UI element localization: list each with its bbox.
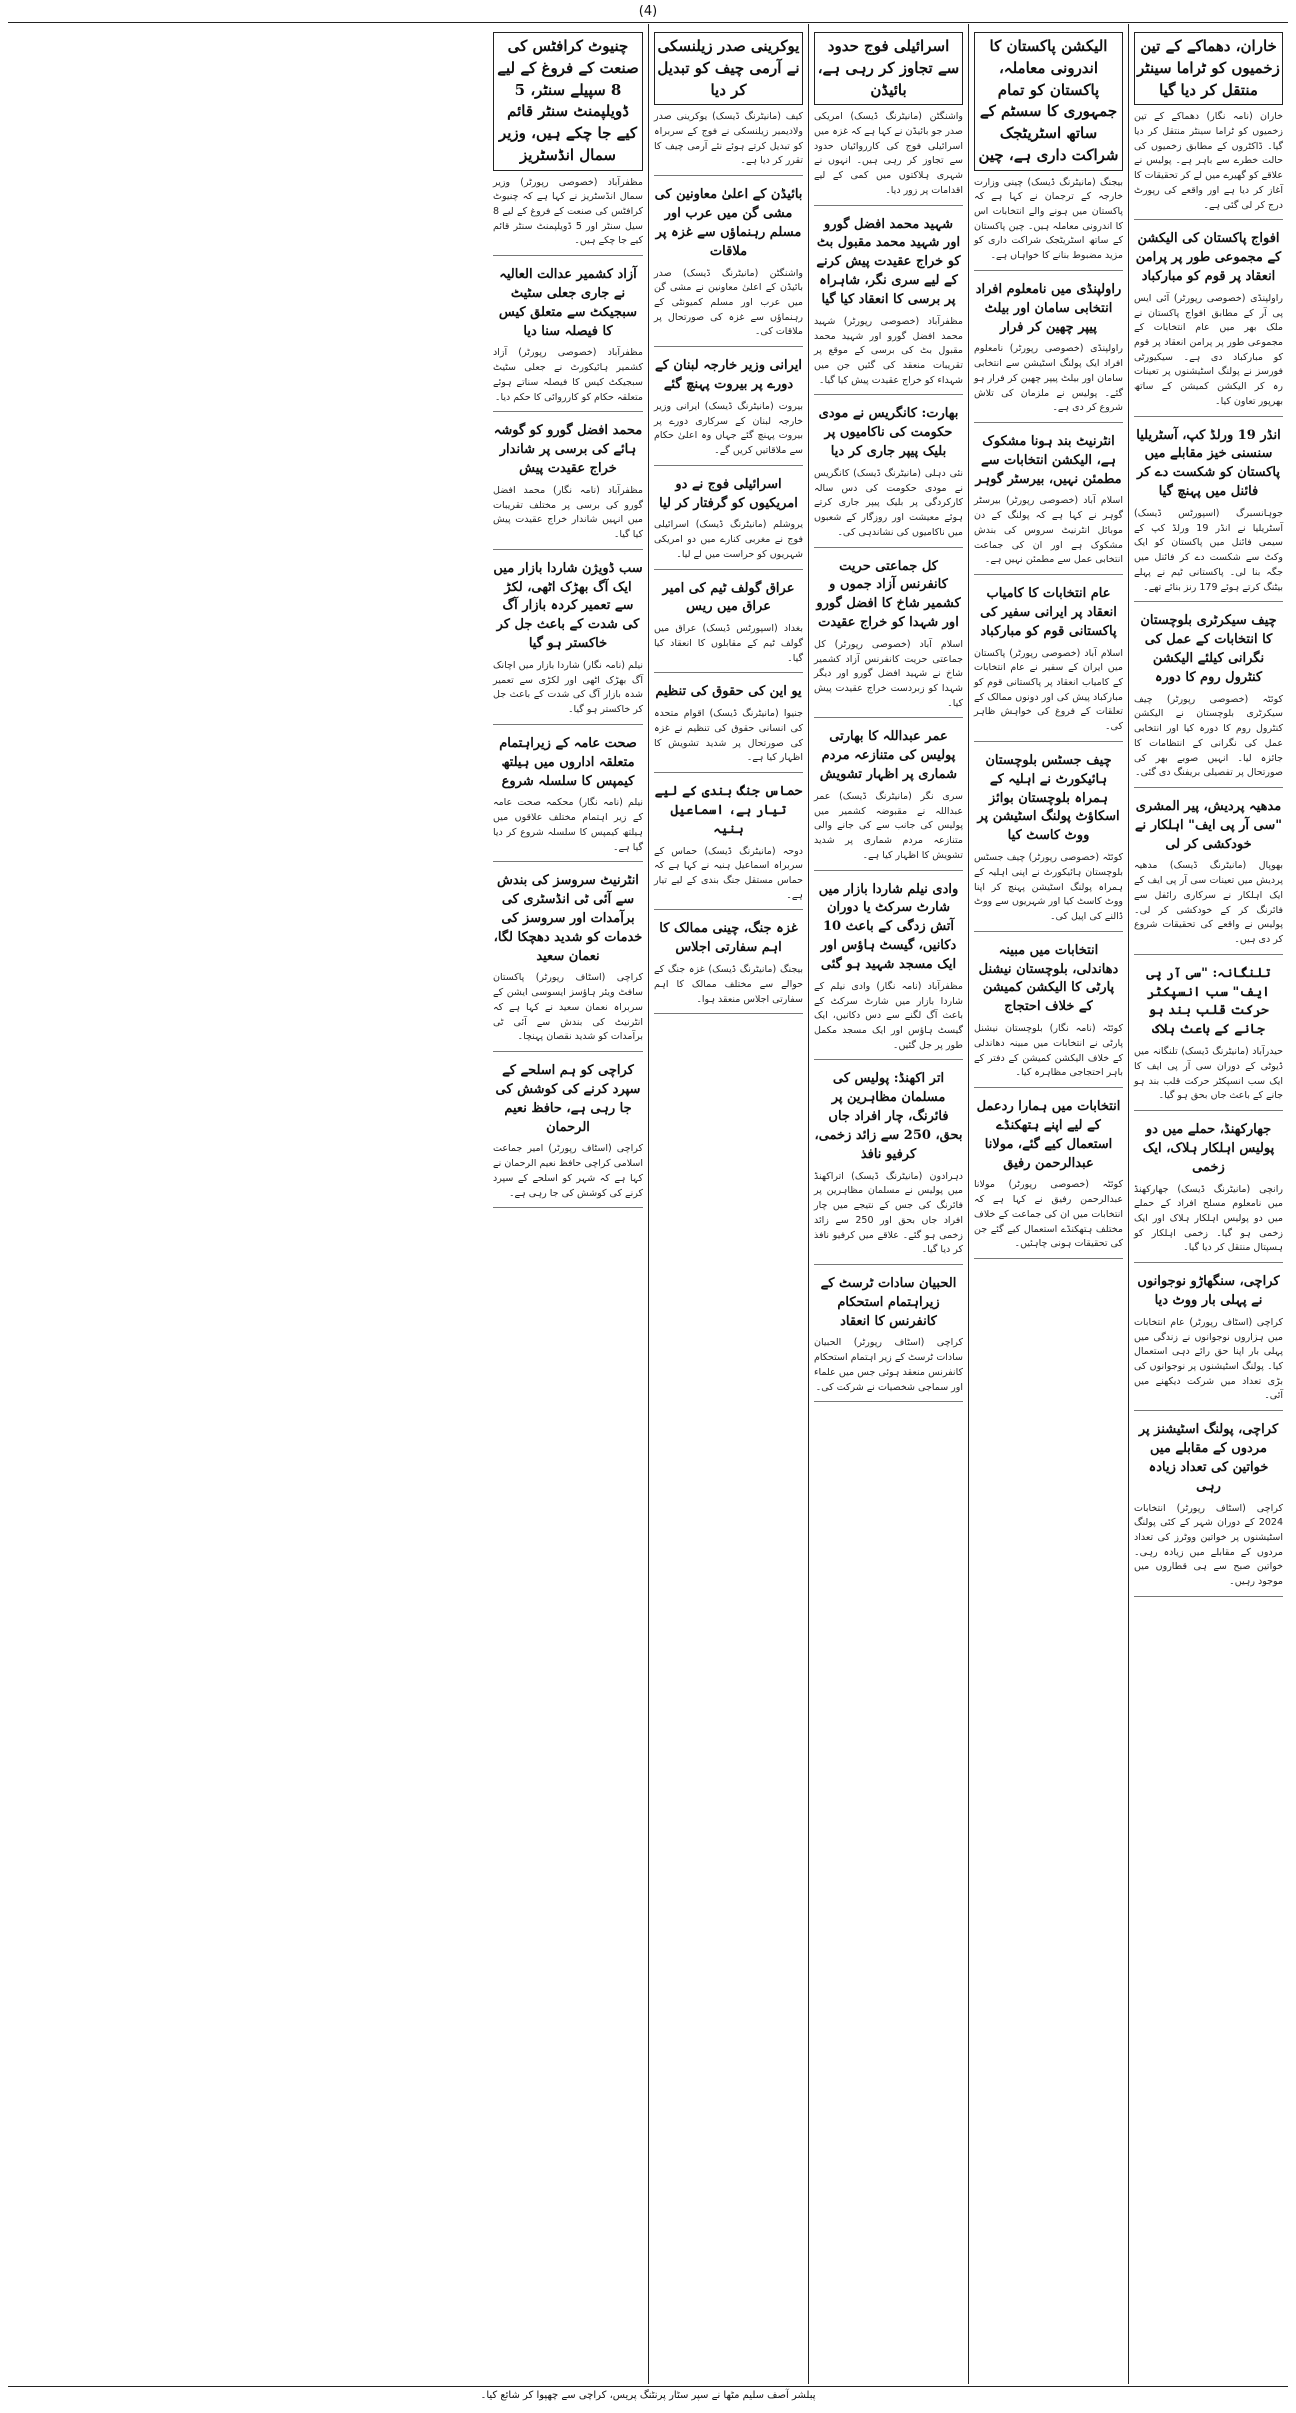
article-body: واشنگٹن (مانیٹرنگ ڈیسک) امریکی صدر جو بائیڈن نے کہا ہے کہ غزہ میں اسرائیلی فوج کی کارروائیاں حدود سے تجاوز کر رہی ہیں۔ انہوں نے شہری ہلاکتوں میں کمی کے لیے اقدامات پر زور دیا۔ — [814, 110, 963, 205]
article-body: جوہانسبرگ (اسپورٹس ڈیسک) آسٹریلیا نے انڈر 19 ورلڈ کپ کے سیمی فائنل میں پاکستان کو ایک وکٹ سے شکست دے کر فائنل میں جگہ بنا لی۔ پاکستانی ٹیم نے پہلے بیٹنگ کرتے ہوئے 179 رنز بنائے تھے۔ — [1134, 507, 1283, 602]
article-body: کوئٹہ (خصوصی رپورٹر) چیف جسٹس بلوچستان ہائیکورٹ نے اپنی اہلیہ کے ہمراہ پولنگ اسٹیشن پہنچ کر اپنا ووٹ کاسٹ کیا اور شہریوں سے ووٹ ڈالنے کی اپیل کی۔ — [974, 851, 1123, 932]
article-body: رانچی (مانیٹرنگ ڈیسک) جھارکھنڈ میں نامعلوم مسلح افراد کے حملے میں دو پولیس اہلکار ہلاک اور ایک زخمی ہو گیا۔ زخمی اہلکار کو ہسپتال منتقل کر دیا گیا۔ — [1134, 1183, 1283, 1264]
article-headline: چیف جسٹس بلوچستان ہائیکورٹ نے اہلیہ کے ہمراہ بلوچستان بوائز اسکاؤٹ پولنگ اسٹیشن پر ووٹ کاسٹ کیا — [977, 752, 1120, 844]
article — [654, 920, 803, 1014]
article-body: کراچی (اسٹاف رپورٹر) انتخابات 2024 کے دوران شہر کے کئی پولنگ اسٹیشنوں پر خواتین ووٹرز کی تعداد مردوں کے مقابلے میں زیادہ رہی۔ خواتین صبح سے ہی قطاروں میں موجود رہیں۔ — [1134, 1502, 1283, 1597]
article-body: نیلم (نامہ نگار) محکمہ صحت عامہ کے زیر اہتمام مختلف علاقوں میں ہیلتھ کیمپس کا سلسلہ شروع کر دیا گیا ہے۔ — [493, 796, 643, 862]
article — [493, 1062, 643, 1208]
article-body: بغداد (اسپورٹس ڈیسک) عراق میں گولف ٹیم کے مقابلوں کا انعقاد کیا گیا۔ — [654, 622, 803, 673]
column-3 — [808, 24, 968, 2384]
article-body: راولپنڈی (خصوصی رپورٹر) آئی ایس پی آر کے مطابق افواج پاکستان نے ملک بھر میں عام انتخابات کے مجموعی طور پر پرامن انعقاد پر قوم کو مبارکباد دی ہے۔ سیکیورٹی فورسز نے پولنگ اسٹیشنوں پر تعینات رہ کر الیکشن کمیشن کے ساتھ بھرپور تعاون کیا۔ — [1134, 292, 1283, 417]
article — [974, 942, 1123, 1088]
article-headline: انٹرنیٹ سروسز کی بندش سے آئی ٹی انڈسٹری کی برآمدات اور سروسز کی خدمات کو شدید دھچکا لگا، نعمان سعید — [493, 873, 643, 964]
article-headline: عام انتخابات کا کامیاب انعقاد پر ایرانی سفیر کی پاکستانی قوم کو مبارکباد — [980, 586, 1117, 639]
article-body: کراچی (اسٹاف رپورٹر) الحبیان سادات ٹرسٹ کے زیر اہتمام استحکام کانفرنس منعقد ہوئی جس میں علماء اور سماجی شخصیات نے شرکت کی۔ — [814, 1336, 963, 1402]
article-headline: یو این کی حقوق کی تنظیم — [655, 684, 802, 700]
article-headline: تلنگانہ: "سی آر پی ایف" سب انسپکٹر حرکت قلب بند ہو جانے کے باعث ہلاک — [1146, 965, 1271, 1038]
article-headline: چیف سیکرٹری بلوچستان کا انتخابات کے عمل کی نگرانی کیلئے الیکشن کنٹرول روم کا دورہ — [1140, 613, 1277, 685]
article-headline: وادی نیلم شاردا بازار میں شارٹ سرکٹ یا دوران آتش زدگی کے باعث 10 دکانیں، گیسٹ ہاؤس اور ایک مسجد شہید ہو گئی — [818, 881, 959, 972]
article — [814, 405, 963, 547]
article-headline: سب ڈویژن شاردا بازار میں ایک آگ بھڑک اٹھی، لکڑ سے تعمیر کردہ بازار آگ کی شدت کے باعث جل کر خاکستر ہو گیا — [493, 560, 643, 652]
article-body: کوئٹہ (خصوصی رپورٹر) مولانا عبدالرحمن رفیق نے کہا ہے کہ انتخابات میں ان کی جماعت کے خلاف مختلف ہتھکنڈے استعمال کیے گئے جن کی تحقیقات ہونی چاہئیں۔ — [974, 1178, 1123, 1259]
article — [1134, 612, 1283, 788]
article — [974, 32, 1123, 271]
article — [493, 872, 643, 1052]
article-headline: کراچی، پولنگ اسٹیشنز پر مردوں کے مقابلے میں خواتین کی تعداد زیادہ رہی — [1138, 1422, 1279, 1494]
article — [493, 32, 643, 256]
article-headline: الیکشن پاکستان کا اندرونی معاملہ، پاکستان کو تمام جمہوری کا سسٹم کے ساتھ اسٹریٹجک شراکت داری ہے، چین — [974, 32, 1123, 171]
article-headline: بھارت: کانگریس نے مودی حکومت کی ناکامیوں پر بلیک پیپر جاری کر دیا — [818, 406, 959, 460]
article-headline: کراچی، سنگھاڑو نوجوانوں نے پہلی بار ووٹ دیا — [1137, 1274, 1280, 1308]
article-body: کراچی (اسٹاف رپورٹر) امیر جماعت اسلامی کراچی حافظ نعیم الرحمان نے کہا ہے کہ شہر کو اسلحے کے سپرد کرنے کی کوشش کی جا رہی ہے۔ — [493, 1142, 643, 1208]
article — [814, 558, 963, 719]
article-headline: انڈر 19 ورلڈ کپ، آسٹریلیا سنسنی خیز مقابلے میں پاکستان کو شکست دے کر فائنل میں پہنچ گیا — [1136, 427, 1281, 500]
article — [654, 580, 803, 674]
article — [974, 281, 1123, 423]
page-number: (4) — [638, 4, 658, 19]
article-headline: افواج پاکستان کی الیکشن کے مجموعی طور پر پرامن انعقاد پر قوم کو مبارکباد — [1135, 231, 1282, 284]
article — [1134, 965, 1283, 1111]
article-headline: محمد افضل گورو کو گوشہ ہائے کی برسی پر شاندار خراج عقیدت پیش — [493, 423, 643, 477]
article — [493, 266, 643, 412]
article — [974, 433, 1123, 575]
newspaper-columns — [8, 24, 1288, 2384]
article — [493, 560, 643, 725]
article — [814, 728, 963, 870]
article-headline: شہید محمد افضل گورو اور شہید محمد مقبول بٹ کو خراج عقیدت پیش کرنے کے لیے سری نگر، شاہراہ پر برسی کا انعقاد کیا گیا — [816, 216, 961, 307]
article-body: کراچی (اسٹاف رپورٹر) عام انتخابات میں ہزاروں نوجوانوں نے زندگی میں پہلی بار اپنا حق رائے دہی استعمال کیا۔ پولنگ اسٹیشنوں پر نوجوانوں کی بڑی تعداد میں شرکت دیکھنے میں آئی۔ — [1134, 1316, 1283, 1411]
article-body: یروشلم (مانیٹرنگ ڈیسک) اسرائیلی فوج نے مغربی کنارے میں دو امریکی شہریوں کو حراست میں لے لیا۔ — [654, 518, 803, 569]
article — [493, 422, 643, 549]
article-body: کراچی (اسٹاف رپورٹر) پاکستان سافٹ ویئر ہاؤسز ایسوسی ایشن کے سربراہ نعمان سعید نے کہا ہے کہ انٹرنیٹ کی بندش سے آئی ٹی برآمدات کو شدید نقصان پہنچا۔ — [493, 971, 643, 1052]
article-headline: کل جماعتی حریت کانفرنس آزاد جموں و کشمیر شاخ کا افضل گورو اور شہدا کو خراج عقیدت — [816, 558, 961, 631]
article-body: راولپنڈی (خصوصی رپورٹر) نامعلوم افراد ایک پولنگ اسٹیشن سے انتخابی سامان اور بیلٹ پیپر چھین کر فرار ہو گئے۔ پولیس نے ملزمان کی تلاش شروع کر دی ہے۔ — [974, 342, 1123, 423]
article-headline: انتخابات میں مبینہ دھاندلی، بلوچستان نیشنل پارٹی کا الیکشن کمیشن کے خلاف احتجاج — [978, 942, 1119, 1015]
article — [654, 186, 803, 347]
article-body: مظفرآباد (خصوصی رپورٹر) وزیر سمال انڈسٹریز نے کہا ہے کہ چنیوٹ کرافٹس کی صنعت کے فروغ کے لیے 8 سیل سنٹر اور 5 ڈویلپمنٹ سنٹر قائم کیے جا چکے ہیں۔ — [493, 176, 643, 257]
article-headline: غزہ جنگ، چینی ممالک کا اہم سفارتی اجلاس — [659, 921, 798, 956]
article-body: بیروت (مانیٹرنگ ڈیسک) ایرانی وزیر خارجہ لبنان کے سرکاری دورے پر بیروت پہنچ گئے جہاں وہ اعلیٰ حکام سے ملاقاتیں کریں گے۔ — [654, 400, 803, 466]
article-body: خاران (نامہ نگار) دھماکے کے تین زخمیوں کو ٹراما سینٹر منتقل کر دیا گیا۔ ڈاکٹروں کے مطابق زخمیوں کی حالت خطرے سے باہر ہے۔ پولیس نے علاقے کو گھیرے میں لے کر تحقیقات کا آغاز کر دیا ہے اور واقعے کی رپورٹ درج کر لی گئی ہے۔ — [1134, 110, 1283, 220]
column-4 — [648, 24, 808, 2384]
article-headline: اتر اکھنڈ: پولیس کی مسلمان مظاہرین پر فائرنگ، چار افراد جاں بحق، 250 سے زائد زخمی، کرفیو نافذ — [814, 1071, 963, 1162]
article-body: کیف (مانیٹرنگ ڈیسک) یوکرینی صدر ولادیمیر زیلنسکی نے فوج کے سربراہ کو تبدیل کرتے ہوئے نئے آرمی چیف کا تقرر کر دیا ہے۔ — [654, 110, 803, 176]
article — [1134, 798, 1283, 955]
footer-rule — [8, 2386, 1288, 2387]
article-headline: مدھیہ پردیش، پیر المشری "سی آر پی ایف" اہلکار نے خودکشی کر لی — [1134, 798, 1283, 852]
article — [814, 881, 963, 1061]
article — [493, 735, 643, 862]
article — [814, 1070, 963, 1265]
article-body: مظفرآباد (خصوصی رپورٹر) شہید محمد افضل گورو اور شہید محمد مقبول بٹ کی برسی کے موقع پر تقریبات منعقد کی گئیں جن میں شہداء کو خراج عقیدت پیش کیا گیا۔ — [814, 315, 963, 396]
article-body: نیلم (نامہ نگار) شاردا بازار میں اچانک آگ بھڑک اٹھی اور لکڑی سے تعمیر شدہ بازار آگ کی شدت کے باعث جل کر خاکستر ہو گیا۔ — [493, 659, 643, 725]
column-1 — [1128, 24, 1288, 2384]
article-headline: چنیوٹ کرافٹس کی صنعت کے فروغ کے لیے 8 سپیلے سنٹر، 5 ڈویلپمنٹ سنٹر قائم کیے جا چکے ہیں، وزیر سمال انڈسٹریز — [493, 32, 643, 171]
article-body: دوحہ (مانیٹرنگ ڈیسک) حماس کے سربراہ اسماعیل ہنیہ نے کہا ہے کہ حماس مستقل جنگ بندی کے لیے تیار ہے۔ — [654, 845, 803, 911]
article — [1134, 1273, 1283, 1411]
article-body: مظفرآباد (خصوصی رپورٹر) آزاد کشمیر ہائیکورٹ نے جعلی سٹیٹ سبجیکٹ کیس کا فیصلہ سناتے ہوئے متعلقہ حکام کو کارروائی کا حکم دیا۔ — [493, 346, 643, 412]
article — [654, 357, 803, 466]
article — [654, 683, 803, 773]
article — [654, 476, 803, 570]
article-body: سری نگر (مانیٹرنگ ڈیسک) عمر عبداللہ نے مقبوضہ کشمیر میں پولیس کی جانب سے کی جانے والی متنازعہ مردم شماری پر شدید تشویش کا اظہار کیا ہے۔ — [814, 790, 963, 871]
column-2 — [968, 24, 1128, 2384]
article-headline: جھارکھنڈ، حملے میں دو پولیس اہلکار ہلاک، ایک زخمی — [1142, 1122, 1275, 1175]
article-body: دہرادون (مانیٹرنگ ڈیسک) اتراکھنڈ میں پولیس نے مسلمان مظاہرین پر فائرنگ کی جس کے نتیجے میں چار افراد جاں بحق اور 250 سے زائد زخمی ہو گئے۔ علاقے میں کرفیو نافذ کر دیا گیا۔ — [814, 1170, 963, 1265]
article — [974, 585, 1123, 742]
article-body: کوئٹہ (خصوصی رپورٹر) چیف سیکرٹری بلوچستان نے الیکشن کنٹرول روم کا دورہ کیا اور انتخابی عمل کی نگرانی کے انتظامات کا جائزہ لیا۔ انہیں صوبے بھر کی صورتحال پر تفصیلی بریفنگ دی گئی۔ — [1134, 693, 1283, 788]
article-body: اسلام آباد (خصوصی رپورٹر) کل جماعتی حریت کانفرنس آزاد کشمیر شاخ نے شہید افضل گورو اور دیگر شہدا کو زبردست خراج عقیدت پیش کیا۔ — [814, 638, 963, 719]
article-body: بیجنگ (مانیٹرنگ ڈیسک) چینی وزارت خارجہ کے ترجمان نے کہا ہے کہ پاکستان میں ہونے والے انتخابات اس کا اندرونی معاملہ ہیں۔ چین پاکستان کے ساتھ اسٹریٹجک شراکت داری کو مزید مضبوط بنانے کا خواہاں ہے۔ — [974, 176, 1123, 271]
article-headline: کراچی کو ہم اسلحے کے سپرد کرنے کی کوشش کی جا رہی ہے، حافظ نعیم الرحمان — [495, 1063, 641, 1135]
article-body: جنیوا (مانیٹرنگ ڈیسک) اقوام متحدہ کی انسانی حقوق کی تنظیم نے غزہ کی صورتحال پر شدید تشویش کا اظہار کیا ہے۔ — [654, 707, 803, 773]
article — [814, 32, 963, 206]
article-body: اسلام آباد (خصوصی رپورٹر) پاکستان میں ایران کے سفیر نے عام انتخابات کے کامیاب انعقاد پر پاکستانی قوم کو مبارکباد پیش کی اور دونوں ممالک کے تعلقات کے فروغ کی خواہش ظاہر کی۔ — [974, 647, 1123, 742]
article-body: مظفرآباد (نامہ نگار) محمد افضل گورو کی برسی پر مختلف تقریبات میں انہیں شاندار خراج عقیدت پیش کیا گیا۔ — [493, 484, 643, 550]
article-headline: آزاد کشمیر عدالت العالیہ نے جاری جعلی سٹیٹ سبجیکٹ سے متعلق کیس کا فیصلہ سنا دیا — [498, 267, 638, 339]
article — [814, 1275, 963, 1402]
article-headline: اسرائیلی فوج حدود سے تجاوز کر رہی ہے، بائیڈن — [814, 32, 963, 105]
top-rule — [8, 22, 1288, 23]
column-5 — [488, 24, 648, 2384]
article-headline: ایرانی وزیر خارجہ لبنان کے دورے پر بیروت پہنچ گئے — [655, 358, 802, 392]
article-headline: خاران، دھماکے کے تین زخمیوں کو ٹراما سینٹر منتقل کر دیا گیا — [1134, 32, 1283, 105]
article-headline: یوکرینی صدر زیلنسکی نے آرمی چیف کو تبدیل کر دیا — [654, 32, 803, 105]
article — [654, 32, 803, 176]
article — [1134, 427, 1283, 603]
article-headline: انتخابات میں ہمارا ردعمل کے لیے اپنے ہتھکنڈے استعمال کیے گئے، مولانا عبدالرحمن رفیق — [976, 1098, 1121, 1171]
article — [974, 752, 1123, 932]
article-headline: حماس جنگ بندی کے لیے تیار ہے، اسماعیل ہنیہ — [654, 784, 803, 837]
article — [1134, 32, 1283, 220]
article — [1134, 230, 1283, 416]
article-headline: بائیڈن کے اعلیٰ معاونین کی مشی گن میں عرب اور مسلم رہنماؤں سے غزہ پر ملاقات — [654, 187, 803, 259]
article-body: کوئٹہ (نامہ نگار) بلوچستان نیشنل پارٹی نے انتخابات میں مبینہ دھاندلی کے خلاف الیکشن کمیشن کے دفتر کے باہر احتجاجی مظاہرہ کیا۔ — [974, 1022, 1123, 1088]
article-headline: راولپنڈی میں نامعلوم افراد انتخابی سامان اور بیلٹ پیپر چھین کر فرار — [975, 281, 1122, 335]
article-body: اسلام آباد (خصوصی رپورٹر) بیرسٹر گوہر نے کہا ہے کہ پولنگ کے دن موبائل انٹرنیٹ سروس کی بندش مشکوک ہے اور ان کی جماعت انتخابی عمل سے مطمئن نہیں ہے۔ — [974, 494, 1123, 575]
article — [814, 216, 963, 396]
article-body: نئی دہلی (مانیٹرنگ ڈیسک) کانگریس نے مودی حکومت کی دس سالہ کارکردگی پر بلیک پیپر جاری کرتے ہوئے معیشت اور روزگار کے شعبوں میں ناکامیوں کی نشاندہی کی۔ — [814, 467, 963, 548]
article — [1134, 1421, 1283, 1597]
article-body: حیدرآباد (مانیٹرنگ ڈیسک) تلنگانہ میں ڈیوٹی کے دوران سی آر پی ایف کا ایک سب انسپکٹر حرکت قلب بند ہو جانے کے باعث جاں بحق ہو گیا۔ — [1134, 1045, 1283, 1111]
article — [974, 1098, 1123, 1259]
article-headline: انٹرنیٹ بند ہونا مشکوک ہے، الیکشن انتخابات سے مطمئن نہیں، بیرسٹر گوہر — [975, 433, 1122, 487]
article — [1134, 1121, 1283, 1263]
article-body: واشنگٹن (مانیٹرنگ ڈیسک) صدر بائیڈن کے اعلیٰ معاونین نے مشی گن میں عرب اور مسلم کمیونٹی کے رہنماؤں سے غزہ کی صورتحال پر ملاقات کی۔ — [654, 267, 803, 348]
article-headline: صحت عامہ کے زیراہتمام متعلقہ اداروں میں ہیلتھ کیمپس کا سلسلہ شروع — [499, 735, 637, 789]
article-headline: الحبیان سادات ٹرسٹ کے زیراہتمام استحکام کانفرنس کا انعقاد — [820, 1275, 957, 1329]
article-headline: عمر عبداللہ کا بھارتی پولیس کی متنازعہ مردم شماری پر اظہار تشویش — [819, 729, 958, 783]
article-body: بیجنگ (مانیٹرنگ ڈیسک) غزہ جنگ کے حوالے سے مختلف ممالک کا اہم سفارتی اجلاس منعقد ہوا۔ — [654, 963, 803, 1014]
article-body: بھوپال (مانیٹرنگ ڈیسک) مدھیہ پردیش میں تعینات سی آر پی ایف کے ایک اہلکار نے سرکاری رائفل سے فائرنگ کر کے خودکشی کر لی۔ پولیس نے واقعے کی تحقیقات شروع کر دی ہیں۔ — [1134, 859, 1283, 954]
article-headline: اسرائیلی فوج نے دو امریکیوں کو گرفتار کر لیا — [659, 476, 798, 511]
article-headline: عراق گولف ٹیم کی امیر عراق میں ریس — [662, 580, 795, 615]
article-body: مظفرآباد (نامہ نگار) وادی نیلم کے شاردا بازار میں شارٹ سرکٹ کے باعث آگ لگنے سے دس دکانیں، ایک گیسٹ ہاؤس اور ایک مسجد مکمل طور پر جل گئیں۔ — [814, 980, 963, 1061]
article — [654, 783, 803, 910]
footer-imprint: پبلشر آصف سلیم مٹھا نے سپر سٹار پرنٹنگ پریس، کراچی سے چھپوا کر شائع کیا۔ — [480, 2390, 816, 2401]
